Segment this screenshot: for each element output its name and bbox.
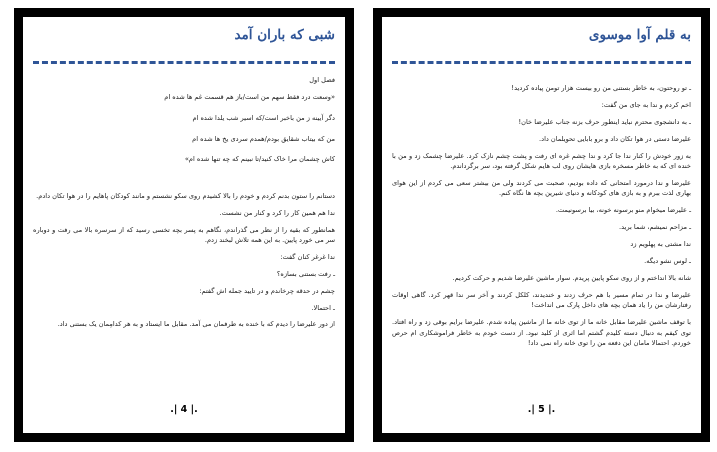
page-title: به قلم آوا موسوی [588, 27, 691, 43]
paragraph: چشم در حدقه چرخاندم و در تایید جمله اش گفتم: [199, 286, 335, 295]
paragraph: همانطور که بقیه را از نظر می گذراندم، نگاهم به پسر بچه تخسی رسید که از سرسره بالا می رفت و دوباره سر می خورد پایین. به این همه تلاش لبخند زدم. [33, 225, 335, 244]
chapter-heading: فصل اول [309, 76, 335, 84]
paragraph: علیرضا و ندا در تمام مسیر با هم حرف زدند و خندیدند، کلکل کردند و آخر سر ندا قهر کرد. گاهی اوقات رفتارشان من را یاد همان بچه های داخل پارک می انداخت! [392, 290, 691, 310]
page-number: .| 5 |. [527, 404, 556, 415]
book-page-right [373, 8, 710, 442]
paragraph: ـ مزاحم نمیشم، شما برید. [618, 223, 691, 232]
paragraph: ندا مشتی به پهلویم زد [630, 240, 691, 249]
paragraph: شانه بالا انداختم و از روی سکو پایین پریدم. سوار ماشین علیرضا شدیم و حرکت کردیم. [452, 273, 691, 282]
paragraph: ـ علیرضا میخوام منو برسونه خونه، بیا برسونیمت. [555, 206, 691, 215]
page-title: شبی که باران آمد [234, 27, 335, 43]
paragraph: دستانم را ستون بدنم کردم و خودم را بالا کشیدم روی سکو نشستم و مانند کودکان پاهایم را در هوا تکان دادم. [36, 191, 335, 200]
paragraph: ـ لوس نشو دیگه. [644, 256, 691, 265]
paragraph: ـ تو روحتون، به خاطر بستنی من رو بیست هزار تومن پیاده کردید! [511, 84, 691, 92]
page-number: .| 4 |. [170, 404, 198, 415]
paragraph: از دور علیرضا را دیدم که با خنده به طرفمان می آمد. مقابل ما ایستاد و به هر کدامِمان یک بستنی داد. [57, 320, 335, 329]
poem-line: کاش چشمان مرا خاک کنید/تا نبینم که چه تنها شده ام» [184, 155, 335, 164]
paragraph: به زور خودش را کنار ندا جا کرد و ندا چشم غره ای رفت و پشت چشم نازک کرد. علیرضا چشمک زد و من با خنده ای که به خاطر مسخره بازی هایشان روی لب هایم شکل گرفته بود، سر برگرداندم. [392, 151, 691, 171]
paragraph: علیرضا و ندا درمورد امتحانی که داده بودیم، صحبت می کردند ولی من بیشتر سعی می کردم از این هوای بهاری لذت ببرم و به بازی های کودکانه و دنیای شیرین بچه ها نگاه کنم. [392, 178, 691, 198]
paragraph: اخم کردم و ندا به جای من گفت: [601, 100, 691, 109]
paragraph: ـ احتمالا. [311, 303, 335, 312]
paragraph: با توقف ماشین علیرضا مقابل خانه ما از توی خانه ما از ماشین پیاده شدم. علیرضا برایم بوقی زد و راه افتاد. توی کیفم به دنبال دسته کلیدم گشتم اما اثری از کلید نبود. از دست خودم به خاطر فراموشکاری ام حرص خوردم. احتمالا مامان این دفعه من را توی خانه راه نمی داد! [392, 318, 691, 347]
paragraph: ـ رفت بستنی بسازه؟ [276, 269, 335, 278]
poem-line: «وسعت درد فقط سهم من است/باز هم قسمت غم ها شده ام [164, 92, 335, 101]
paragraph: ندا غرغر کنان گفت: [280, 252, 335, 261]
book-page-left [14, 8, 354, 442]
paragraph: علیرضا دستی در هوا تکان داد و برو بابایی تحویلمان داد. [539, 134, 691, 143]
poem-line: من که بیتاب شقایق بودم/همدم سردی یخ ها شده ام [192, 134, 335, 143]
dashed-divider [392, 61, 691, 64]
page-body [392, 83, 691, 355]
dashed-divider [33, 61, 335, 64]
poem-line: دگر آیینه ز من باخبر است/که اسیر شب یلدا شده ام [192, 113, 335, 122]
paragraph: ـ به دانشجوی محترم نباید اینطور حرف بزنه جناب علیرضا خان! [518, 117, 691, 126]
paragraph: ندا هم همین کار را کرد و کنار من نشست. [219, 208, 335, 217]
page-body [33, 75, 335, 336]
